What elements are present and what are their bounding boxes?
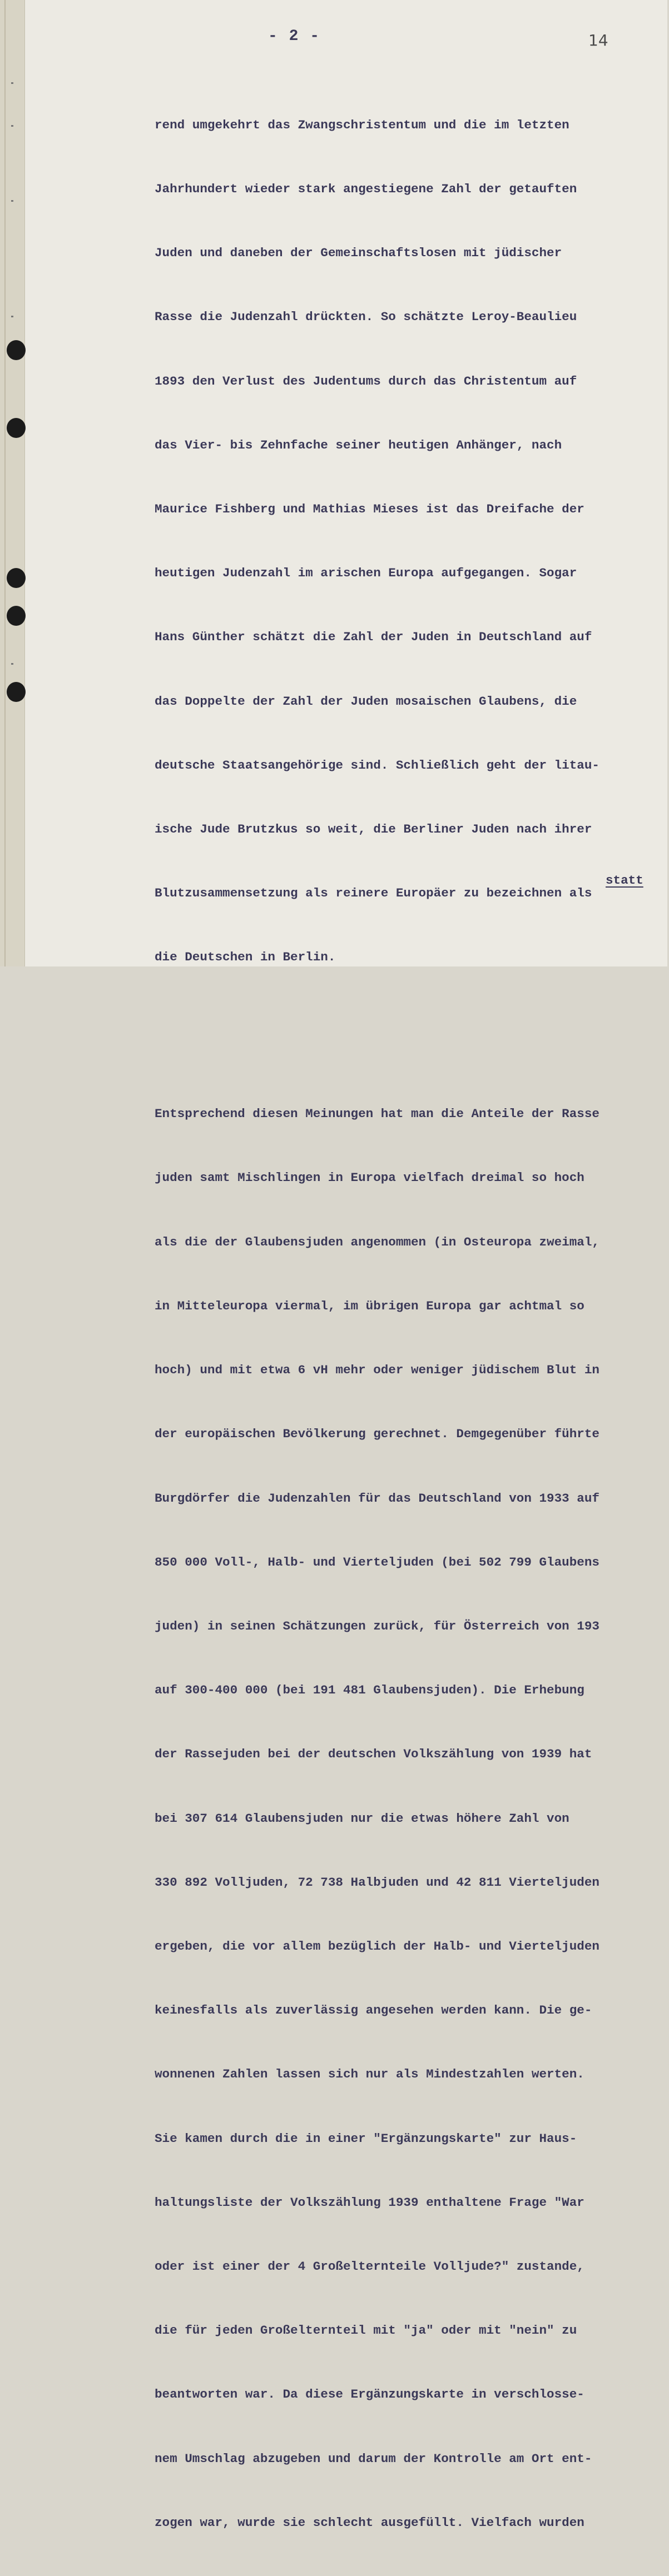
text-line: die für jeden Großelternteil mit "ja" oder mit "nein" zu <box>155 2323 577 2338</box>
text-line: das Doppelte der Zahl der Juden mosaischen Glaubens, die <box>155 694 577 709</box>
page-number: - 2 - <box>268 28 321 45</box>
text-line: als die der Glaubensjuden angenommen (in Osteuropa zweimal, <box>155 1234 599 1249</box>
punch-hole <box>7 340 26 360</box>
text-line: Juden und daneben der Gemeinschaftslosen mit jüdischer <box>155 246 562 261</box>
text-line: juden) in seinen Schätzungen zurück, für Österreich von 193 <box>155 1618 599 1633</box>
text-line: 330 892 Volljuden, 72 738 Halbjuden und 42 811 Vierteljuden <box>155 1875 599 1890</box>
text-line: oder ist einer der 4 Großelternteile Volljude?" zustande, <box>155 2259 584 2274</box>
text-line: Jahrhundert wieder stark angestiegene Zahl der getauften <box>155 182 577 197</box>
text-line: Entsprechend diesen Meinungen hat man die Anteile der Rasse <box>155 1107 599 1122</box>
edge-mark <box>11 82 13 84</box>
text-line: 850 000 Voll-, Halb- und Vierteljuden (bei 502 799 Glaubens <box>155 1554 599 1569</box>
punch-hole <box>7 568 26 588</box>
text-line: die Deutschen in Berlin. <box>155 950 336 965</box>
text-line: das Vier- bis Zehnfache seiner heutigen Anhänger, nach <box>155 437 562 452</box>
edge-mark <box>11 125 13 127</box>
text-line: wonnenen Zahlen lassen sich nur als Mindestzahlen werten. <box>155 2067 584 2082</box>
edge-mark <box>11 663 13 665</box>
body-text <box>155 72 669 2576</box>
punch-hole <box>7 606 26 626</box>
text-line: der Rassejuden bei der deutschen Volkszählung von 1939 hat <box>155 1747 592 1762</box>
text-line: hoch) und mit etwa 6 vH mehr oder weniger jüdischem Blut in <box>155 1363 599 1378</box>
catchword: statt <box>606 873 643 888</box>
text-line: juden samt Mischlingen in Europa vielfach dreimal so hoch <box>155 1170 584 1185</box>
punch-hole <box>7 682 26 702</box>
text-line: Blutzusammensetzung als reinere Europäer zu bezeichnen als <box>155 886 592 901</box>
text-line: rend umgekehrt das Zwangschristentum und die im letzten <box>155 117 569 132</box>
text-line: der europäischen Bevölkerung gerechnet. Demgegenüber führte <box>155 1427 599 1442</box>
text-line: ische Jude Brutzkus so weit, die Berliner Juden nach ihrer <box>155 822 592 837</box>
binding-edge <box>0 0 25 966</box>
paragraph-gap <box>155 1032 669 1039</box>
text-line: ergeben, die vor allem bezüglich der Halb- und Vierteljuden <box>155 1939 599 1954</box>
text-line: zogen war, wurde sie schlecht ausgefüllt. Vielfach wurden <box>155 2515 584 2530</box>
text-line: nem Umschlag abzugeben und darum der Kontrolle am Ort ent- <box>155 2451 592 2466</box>
text-line: Maurice Fishberg und Mathias Mieses ist das Dreifache der <box>155 502 584 517</box>
folio-number: 14 <box>588 31 608 49</box>
text-line: auf 300-400 000 (bei 191 481 Glaubensjuden). Die Erhebung <box>155 1683 584 1698</box>
edge-mark <box>11 316 13 317</box>
text-line: Hans Günther schätzt die Zahl der Juden in Deutschland auf <box>155 630 592 645</box>
text-line: keinesfalls als zuverlässig angesehen werden kann. Die ge- <box>155 2003 592 2018</box>
text-line: 1893 den Verlust des Judentums durch das Christentum auf <box>155 373 577 388</box>
text-line: Sie kamen durch die in einer "Ergänzungskarte" zur Haus- <box>155 2131 577 2146</box>
text-line: beantworten war. Da diese Ergänzungskarte in verschlosse- <box>155 2387 584 2402</box>
text-line: bei 307 614 Glaubensjuden nur die etwas höhere Zahl von <box>155 1811 569 1826</box>
text-line: in Mitteleuropa viermal, im übrigen Europa gar achtmal so <box>155 1298 584 1313</box>
text-line: Burgdörfer die Judenzahlen für das Deutschland von 1933 auf <box>155 1491 599 1506</box>
punch-hole <box>7 418 26 438</box>
text-line: deutsche Staatsangehörige sind. Schließlich geht der litau- <box>155 758 599 773</box>
text-line: Rasse die Judenzahl drückten. So schätzte Leroy-Beaulieu <box>155 310 577 325</box>
text-line: heutigen Judenzahl im arischen Europa aufgegangen. Sogar <box>155 566 577 581</box>
text-line: haltungsliste der Volkszählung 1939 enthaltene Frage "War <box>155 2195 584 2210</box>
edge-mark <box>11 200 13 202</box>
